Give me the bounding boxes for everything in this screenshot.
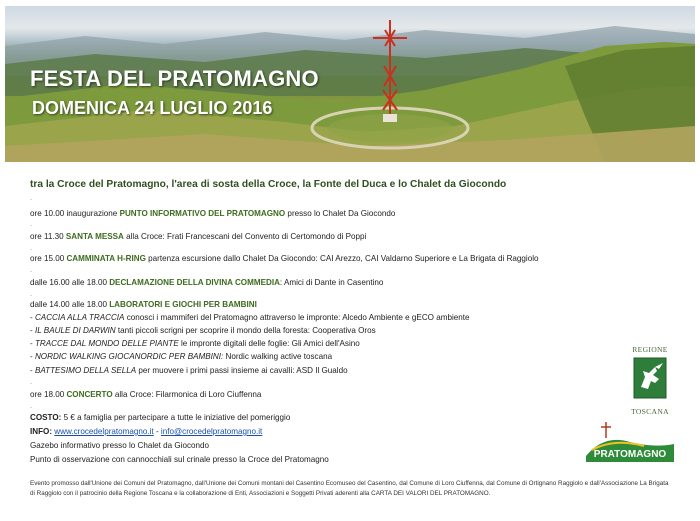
email-link[interactable]: info@crocedelpratomagno.it bbox=[160, 427, 263, 436]
separator-dot: . bbox=[30, 265, 33, 274]
footer-credits: Evento promosso dall'Unione dei Comuni del Pratomagno, dall'Unione dei Comuni montani del Casentino Ecomuseo del Casentino, dal Comune di Loro Ciuffenna, dal Comune di Ortignano Raggiolo e dall'Associazione La Brigata di Raggiolo con il patrocinio della Regione Toscana e la collaborazione di Enti, Associazioni e Soggetti Privati aderenti alla CARTA DEI VALORI DEL PRATOMAGNO. bbox=[30, 480, 669, 497]
program-item-concerto: ore 18.00 CONCERTO alla Croce: Filarmonica di Loro Ciuffenna bbox=[30, 390, 262, 399]
program-subitem: - TRACCE DAL MONDO DELLE PIANTE le impronte digitali delle foglie: Gli Amici dell'Asino bbox=[30, 339, 360, 348]
gazebo-line: Gazebo informativo presso lo Chalet da Giocondo bbox=[30, 441, 210, 450]
website-link[interactable]: www.crocedelpratomagno.it bbox=[54, 427, 154, 436]
separator-dot: . bbox=[30, 193, 33, 202]
hero-banner bbox=[5, 6, 695, 162]
pratomagno-logo bbox=[584, 420, 676, 466]
program-subitem: - BATTESIMO DELLA SELLA per muovere i primi passi insieme ai cavalli: ASD Il Gualdo bbox=[30, 366, 348, 375]
separator-dot: . bbox=[30, 289, 33, 298]
program-item-messa: ore 11.30 SANTA MESSA alla Croce: Frati Francescani del Convento di Certomondo di Poppi bbox=[30, 232, 367, 241]
event-date: DOMENICA 24 LUGLIO 2016 bbox=[32, 98, 273, 118]
separator-dot: . bbox=[30, 243, 33, 252]
program-item-camminata: ore 15.00 CAMMINATA H-RING partenza escursione dallo Chalet Da Giocondo: CAI Arezzo, CAI Valdarno Superiore e La Brigata di Raggiolo bbox=[30, 254, 539, 263]
event-locations: tra la Croce del Pratomagno, l'area di sosta della Croce, la Fonte del Duca e lo Chalet da Giocondo bbox=[30, 179, 507, 190]
event-title: FESTA DEL PRATOMAGNO bbox=[30, 66, 319, 91]
separator-dot: . bbox=[30, 377, 33, 386]
regione-toscana-logo: REGIONE TOSCANA bbox=[631, 345, 669, 416]
program-item-divina-commedia: dalle 16.00 alle 18.00 DECLAMAZIONE DELLA DIVINA COMMEDIA: Amici di Dante in Casentino bbox=[30, 278, 384, 287]
program-item-info-point: ore 10.00 inaugurazione PUNTO INFORMATIVO DEL PRATOMAGNO presso lo Chalet Da Giocondo bbox=[30, 209, 396, 218]
program-subitem: - IL BAULE DI DARWIN tanti piccoli scrigni per scoprire il mondo della foresta: Cooperativa Oros bbox=[30, 326, 376, 335]
separator-dot: . bbox=[30, 401, 33, 410]
separator-dot: . bbox=[30, 219, 33, 228]
program-subitem: - NORDIC WALKING GIOCANORDIC PER BAMBINI: Nordic walking active toscana bbox=[30, 352, 333, 361]
program-item-laboratori: dalle 14.00 alle 18.00 LABORATORI E GIOCHI PER BAMBINI bbox=[30, 300, 257, 309]
pratomagno-logo-text: PRATOMAGNO bbox=[593, 449, 667, 460]
observation-point-line: Punto di osservazione con cannocchiali sul crinale presso la Croce del Pratomagno bbox=[30, 455, 329, 464]
info-line: INFO: www.crocedelpratomagno.it - info@crocedelpratomagno.it bbox=[30, 427, 263, 436]
cross-icon bbox=[601, 422, 611, 438]
cost-line: COSTO: 5 € a famiglia per partecipare a tutte le iniziative del pomeriggio bbox=[30, 413, 291, 422]
pegasus-shield-icon bbox=[633, 357, 667, 399]
program-subitem: - CACCIA ALLA TRACCIA conosci i mammiferi del Pratomagno attraverso le impronte: Alcedo Ambiente e gECO ambiente bbox=[30, 313, 470, 322]
